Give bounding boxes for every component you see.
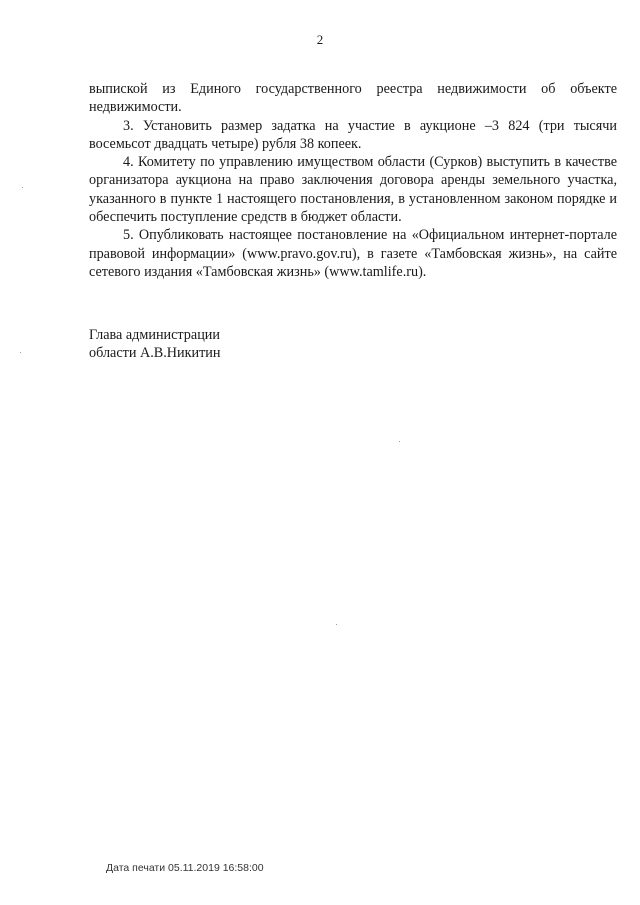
page-number: 2 [316, 32, 324, 47]
paragraph-item-4: 4. Комитету по управлению имуществом области (Сурков) выступить в качестве организатора аукциона на право заключения договора аренды земельного участка, указанного в пункте 1 настоящего постановления, в установленном законом порядке и обеспечить поступление средств в бюджет области. [89, 154, 617, 226]
paragraph-item-3: 3. Установить размер задатка на участие в аукционе –3 824 (три тысячи восемьсот двадцать четыре) рубля 38 копеек. [89, 117, 617, 152]
scan-speck [20, 352, 21, 353]
signature-name: области А.В.Никитин [89, 345, 221, 361]
signature-block [89, 326, 220, 362]
scan-speck [399, 441, 400, 442]
scan-speck [336, 624, 337, 625]
print-date-footer: Дата печати 05.11.2019 16:58:00 [106, 862, 264, 874]
paragraph-item-5: 5. Опубликовать настоящее постановление на «Официальном интернет-портале правовой информации» (www.pravo.gov.ru), в газете «Тамбовская жизнь», на сайте сетевого издания «Тамбовская жизнь» (www.tamlife.ru). [89, 227, 617, 280]
document-body [89, 80, 617, 281]
scan-speck [22, 187, 23, 188]
signature-title: Глава администрации [89, 327, 220, 343]
paragraph-continuation: выпиской из Единого государственного реестра недвижимости об объекте недвижимости. [89, 81, 617, 116]
